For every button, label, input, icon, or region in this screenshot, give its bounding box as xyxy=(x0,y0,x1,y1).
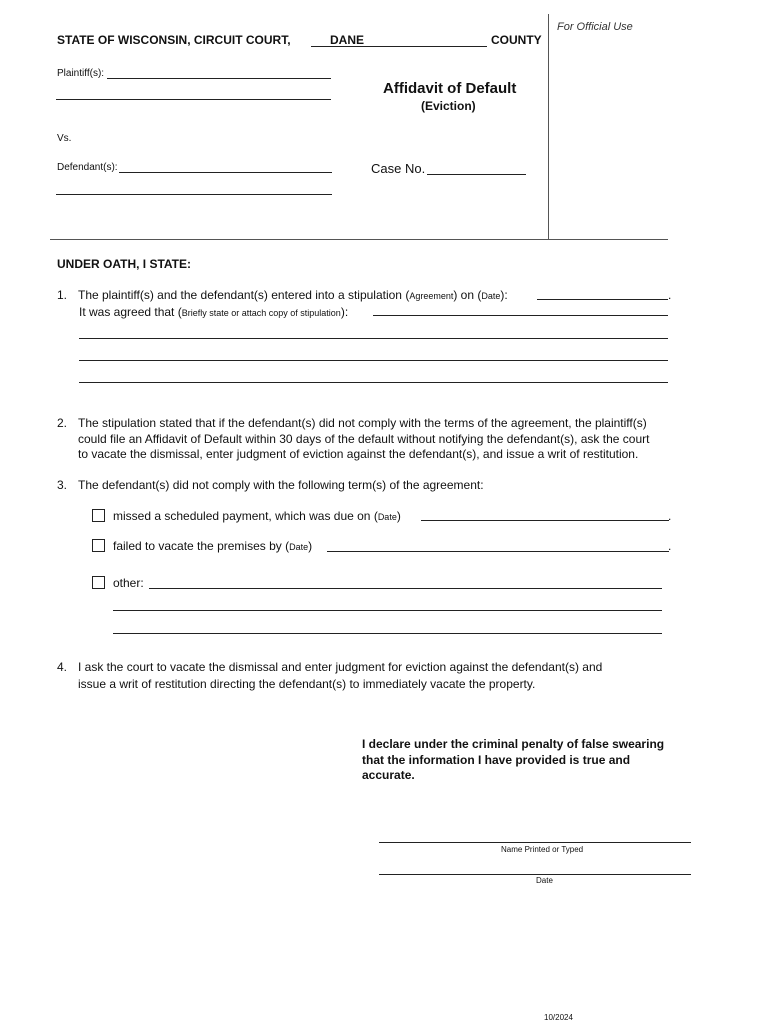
item1-date-small: Date xyxy=(481,291,501,301)
name-printed-field[interactable] xyxy=(379,842,691,843)
other-field-2[interactable] xyxy=(113,610,662,611)
form-title: Affidavit of Default xyxy=(383,80,517,97)
vs-label: Vs. xyxy=(57,133,72,144)
item1-text-b: ) on ( xyxy=(453,288,482,302)
defendant-field-2[interactable] xyxy=(56,194,332,195)
case-no-field[interactable] xyxy=(427,174,526,175)
other-field-3[interactable] xyxy=(113,633,662,634)
failed-vacate-label xyxy=(113,539,312,553)
failed-vacate-checkbox[interactable] xyxy=(92,539,105,552)
item2-line3: to vacate the dismissal, enter judgment of eviction against the defendant(s), and issue a writ of restitution. xyxy=(78,447,639,461)
official-use-label: For Official Use xyxy=(557,21,633,33)
item1-text-a: The plaintiff(s) and the defendant(s) entered into a stipulation ( xyxy=(78,288,410,302)
item1-agreement-small: Agreement xyxy=(409,291,454,301)
stipulation-field-2[interactable] xyxy=(79,338,668,339)
item4-number: 4. xyxy=(57,660,68,674)
plaintiff-label: Plaintiff(s): xyxy=(57,68,105,79)
missed-payment-period: . xyxy=(668,509,672,523)
defendant-field[interactable] xyxy=(119,172,332,173)
item4-line2: issue a writ of restitution directing the defendant(s) to immediately vacate the property. xyxy=(78,677,536,691)
item4-line1: I ask the court to vacate the dismissal and enter judgment for eviction against the defendant(s) and xyxy=(78,660,603,674)
name-printed-label: Name Printed or Typed xyxy=(501,845,584,854)
failed-vacate-period: . xyxy=(668,539,672,553)
stipulation-field-1[interactable] xyxy=(373,315,668,316)
item2-line2: could file an Affidavit of Default within 30 days of the default without notifying the defendant(s), ask the court xyxy=(78,432,650,446)
item1-period: . xyxy=(668,288,672,302)
date-field[interactable] xyxy=(379,874,691,875)
caption-bottom-divider xyxy=(50,239,668,240)
plaintiff-field-2[interactable] xyxy=(56,99,331,100)
item1-line2 xyxy=(79,305,348,319)
item1-text-c: ): xyxy=(500,288,508,302)
other-label: other: xyxy=(113,576,144,590)
stipulation-field-4[interactable] xyxy=(79,382,668,383)
other-field-1[interactable] xyxy=(149,588,662,589)
item1-date-field[interactable] xyxy=(537,299,668,300)
failed-vacate-date-small: Date xyxy=(289,542,309,552)
item1-number: 1. xyxy=(57,288,68,302)
item2-line1: The stipulation stated that if the defendant(s) did not comply with the terms of the agreement, the plaintiff(s) xyxy=(78,416,647,430)
declaration-line1: I declare under the criminal penalty of false swearing xyxy=(362,737,665,751)
other-checkbox[interactable] xyxy=(92,576,105,589)
declaration-line2: that the information I have provided is true and xyxy=(362,753,631,767)
missed-payment-checkbox[interactable] xyxy=(92,509,105,522)
county-name[interactable]: DANE xyxy=(330,33,365,47)
stipulation-field-3[interactable] xyxy=(79,360,668,361)
item3-text: The defendant(s) did not comply with the following term(s) of the agreement: xyxy=(78,478,484,492)
item2-number: 2. xyxy=(57,416,68,430)
item3-number: 3. xyxy=(57,478,68,492)
missed-payment-date-small: Date xyxy=(377,512,397,522)
failed-vacate-text-b: ) xyxy=(308,539,313,553)
failed-vacate-date-field[interactable] xyxy=(327,551,669,552)
form-subtitle: (Eviction) xyxy=(421,99,476,113)
date-label: Date xyxy=(536,876,553,885)
item1-line2-b: ): xyxy=(340,305,349,319)
caption-right-divider xyxy=(548,14,549,239)
missed-payment-label xyxy=(113,509,401,523)
missed-payment-date-field[interactable] xyxy=(421,520,669,521)
declaration-line3: accurate. xyxy=(362,768,415,782)
missed-payment-text-b: ) xyxy=(396,509,401,523)
item1-line2-small: Briefly state or attach copy of stipulation xyxy=(181,308,341,318)
item1-line2-a: It was agreed that ( xyxy=(79,305,182,319)
plaintiff-field[interactable] xyxy=(107,78,331,79)
county-suffix: COUNTY xyxy=(491,33,542,47)
revision-date: 10/2024 xyxy=(544,1013,573,1022)
court-heading: STATE OF WISCONSIN, CIRCUIT COURT, xyxy=(57,33,291,47)
item1-text xyxy=(78,288,508,302)
defendant-label: Defendant(s): xyxy=(57,162,118,173)
missed-payment-text-a: missed a scheduled payment, which was due on ( xyxy=(113,509,378,523)
case-no-label: Case No. xyxy=(371,161,426,176)
oath-heading: UNDER OATH, I STATE: xyxy=(57,257,191,271)
failed-vacate-text-a: failed to vacate the premises by ( xyxy=(113,539,290,553)
